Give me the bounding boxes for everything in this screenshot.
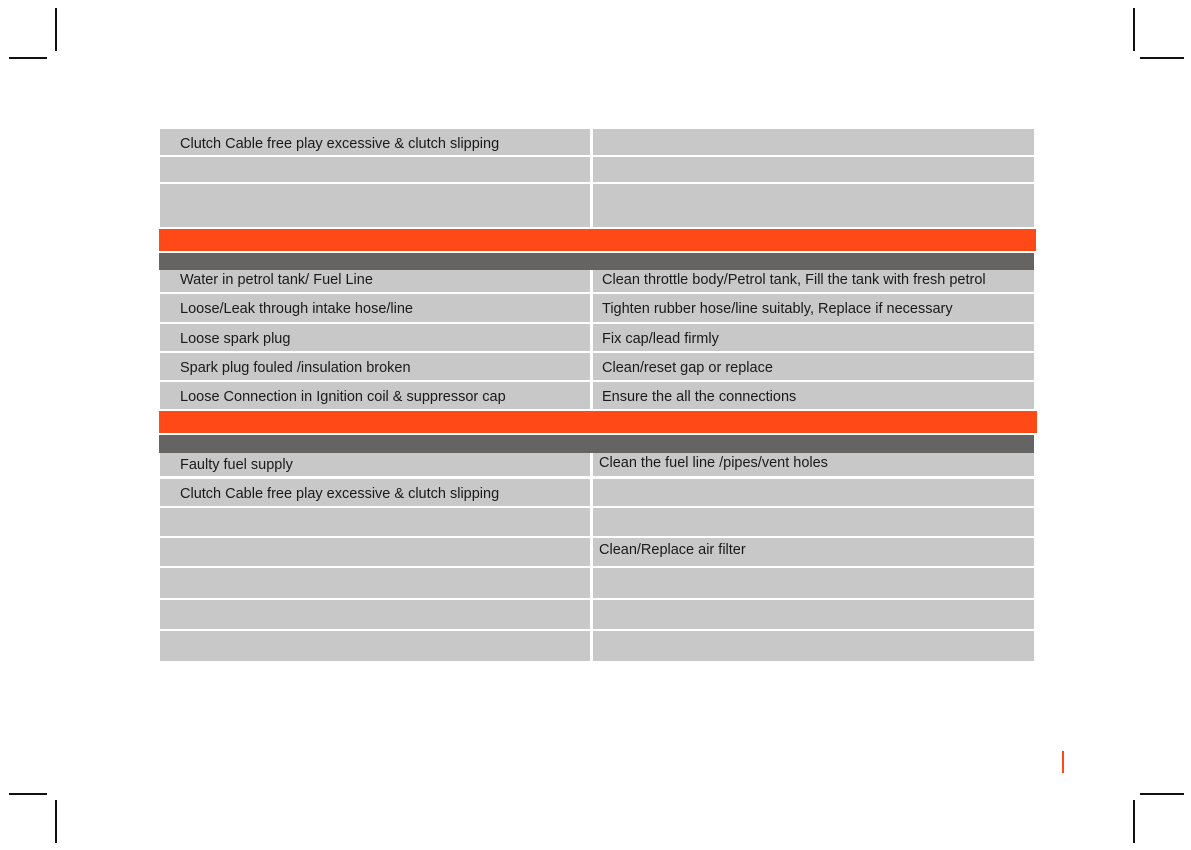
table-cell-cause [160, 129, 590, 155]
section-header-bar [159, 435, 1034, 453]
cell-text: Water in petrol tank/ Fuel Line [180, 272, 373, 288]
cell-text: Tighten rubber hose/line suitably, Replace if necessary [602, 301, 953, 317]
table-cell-cause [160, 270, 590, 292]
table-cell-cause [160, 568, 590, 598]
crop-mark [1140, 793, 1184, 795]
cell-text: Loose Connection in Ignition coil & suppressor cap [180, 389, 506, 405]
table-cell-remedy [593, 324, 1034, 351]
table-cell-cause [160, 157, 590, 182]
cell-text: Fix cap/lead firmly [602, 331, 719, 347]
cell-text: Ensure the all the connections [602, 389, 797, 405]
cell-text: Clutch Cable free play excessive & clutch slipping [180, 136, 500, 152]
table-cell-cause [160, 353, 590, 380]
table-cell-remedy [593, 353, 1034, 380]
table-cell-cause [160, 600, 590, 629]
table-cell-remedy [593, 508, 1034, 536]
cell-text: Spark plug fouled /insulation broken [180, 360, 411, 376]
table-cell-cause [160, 453, 590, 476]
table-cell-cause [160, 631, 590, 661]
table-cell-remedy [593, 129, 1034, 155]
table-cell-remedy [593, 600, 1034, 629]
cell-text: Clean/Replace air filter [599, 542, 746, 558]
table-cell-remedy [593, 184, 1034, 227]
crop-mark [1140, 57, 1184, 59]
table-cell-remedy [593, 538, 1034, 566]
cell-text: Loose/Leak through intake hose/line [180, 301, 413, 317]
table-cell-remedy [593, 270, 1034, 292]
page-marker [1062, 751, 1064, 773]
table-cell-remedy [593, 157, 1034, 182]
crop-mark [1133, 8, 1135, 51]
table-cell-cause [160, 294, 590, 322]
crop-mark [1133, 800, 1135, 843]
table-cell-remedy [593, 453, 1034, 476]
table-cell-cause [160, 538, 590, 566]
crop-mark [9, 57, 47, 59]
table-cell-cause [160, 184, 590, 227]
section-divider-orange [159, 229, 1036, 251]
cell-text: Clean throttle body/Petrol tank, Fill the tank with fresh petrol [602, 272, 986, 288]
table-cell-cause [160, 324, 590, 351]
crop-mark [55, 8, 57, 51]
table-cell-cause [160, 479, 590, 506]
cell-text: Faulty fuel supply [180, 457, 293, 473]
cell-text: Clean the fuel line /pipes/vent holes [599, 455, 828, 471]
crop-mark [9, 793, 47, 795]
table-cell-remedy [593, 294, 1034, 322]
table-cell-remedy [593, 568, 1034, 598]
crop-mark [55, 800, 57, 843]
table-cell-cause [160, 382, 590, 409]
section-header-bar [159, 253, 1034, 270]
cell-text: Clean/reset gap or replace [602, 360, 773, 376]
cell-text: Clutch Cable free play excessive & clutch slipping [180, 486, 500, 502]
table-cell-remedy [593, 631, 1034, 661]
table-cell-remedy [593, 382, 1034, 409]
section-divider-orange [159, 411, 1037, 433]
cell-text: Loose spark plug [180, 331, 291, 347]
table-cell-remedy [593, 479, 1034, 506]
table-cell-cause [160, 508, 590, 536]
